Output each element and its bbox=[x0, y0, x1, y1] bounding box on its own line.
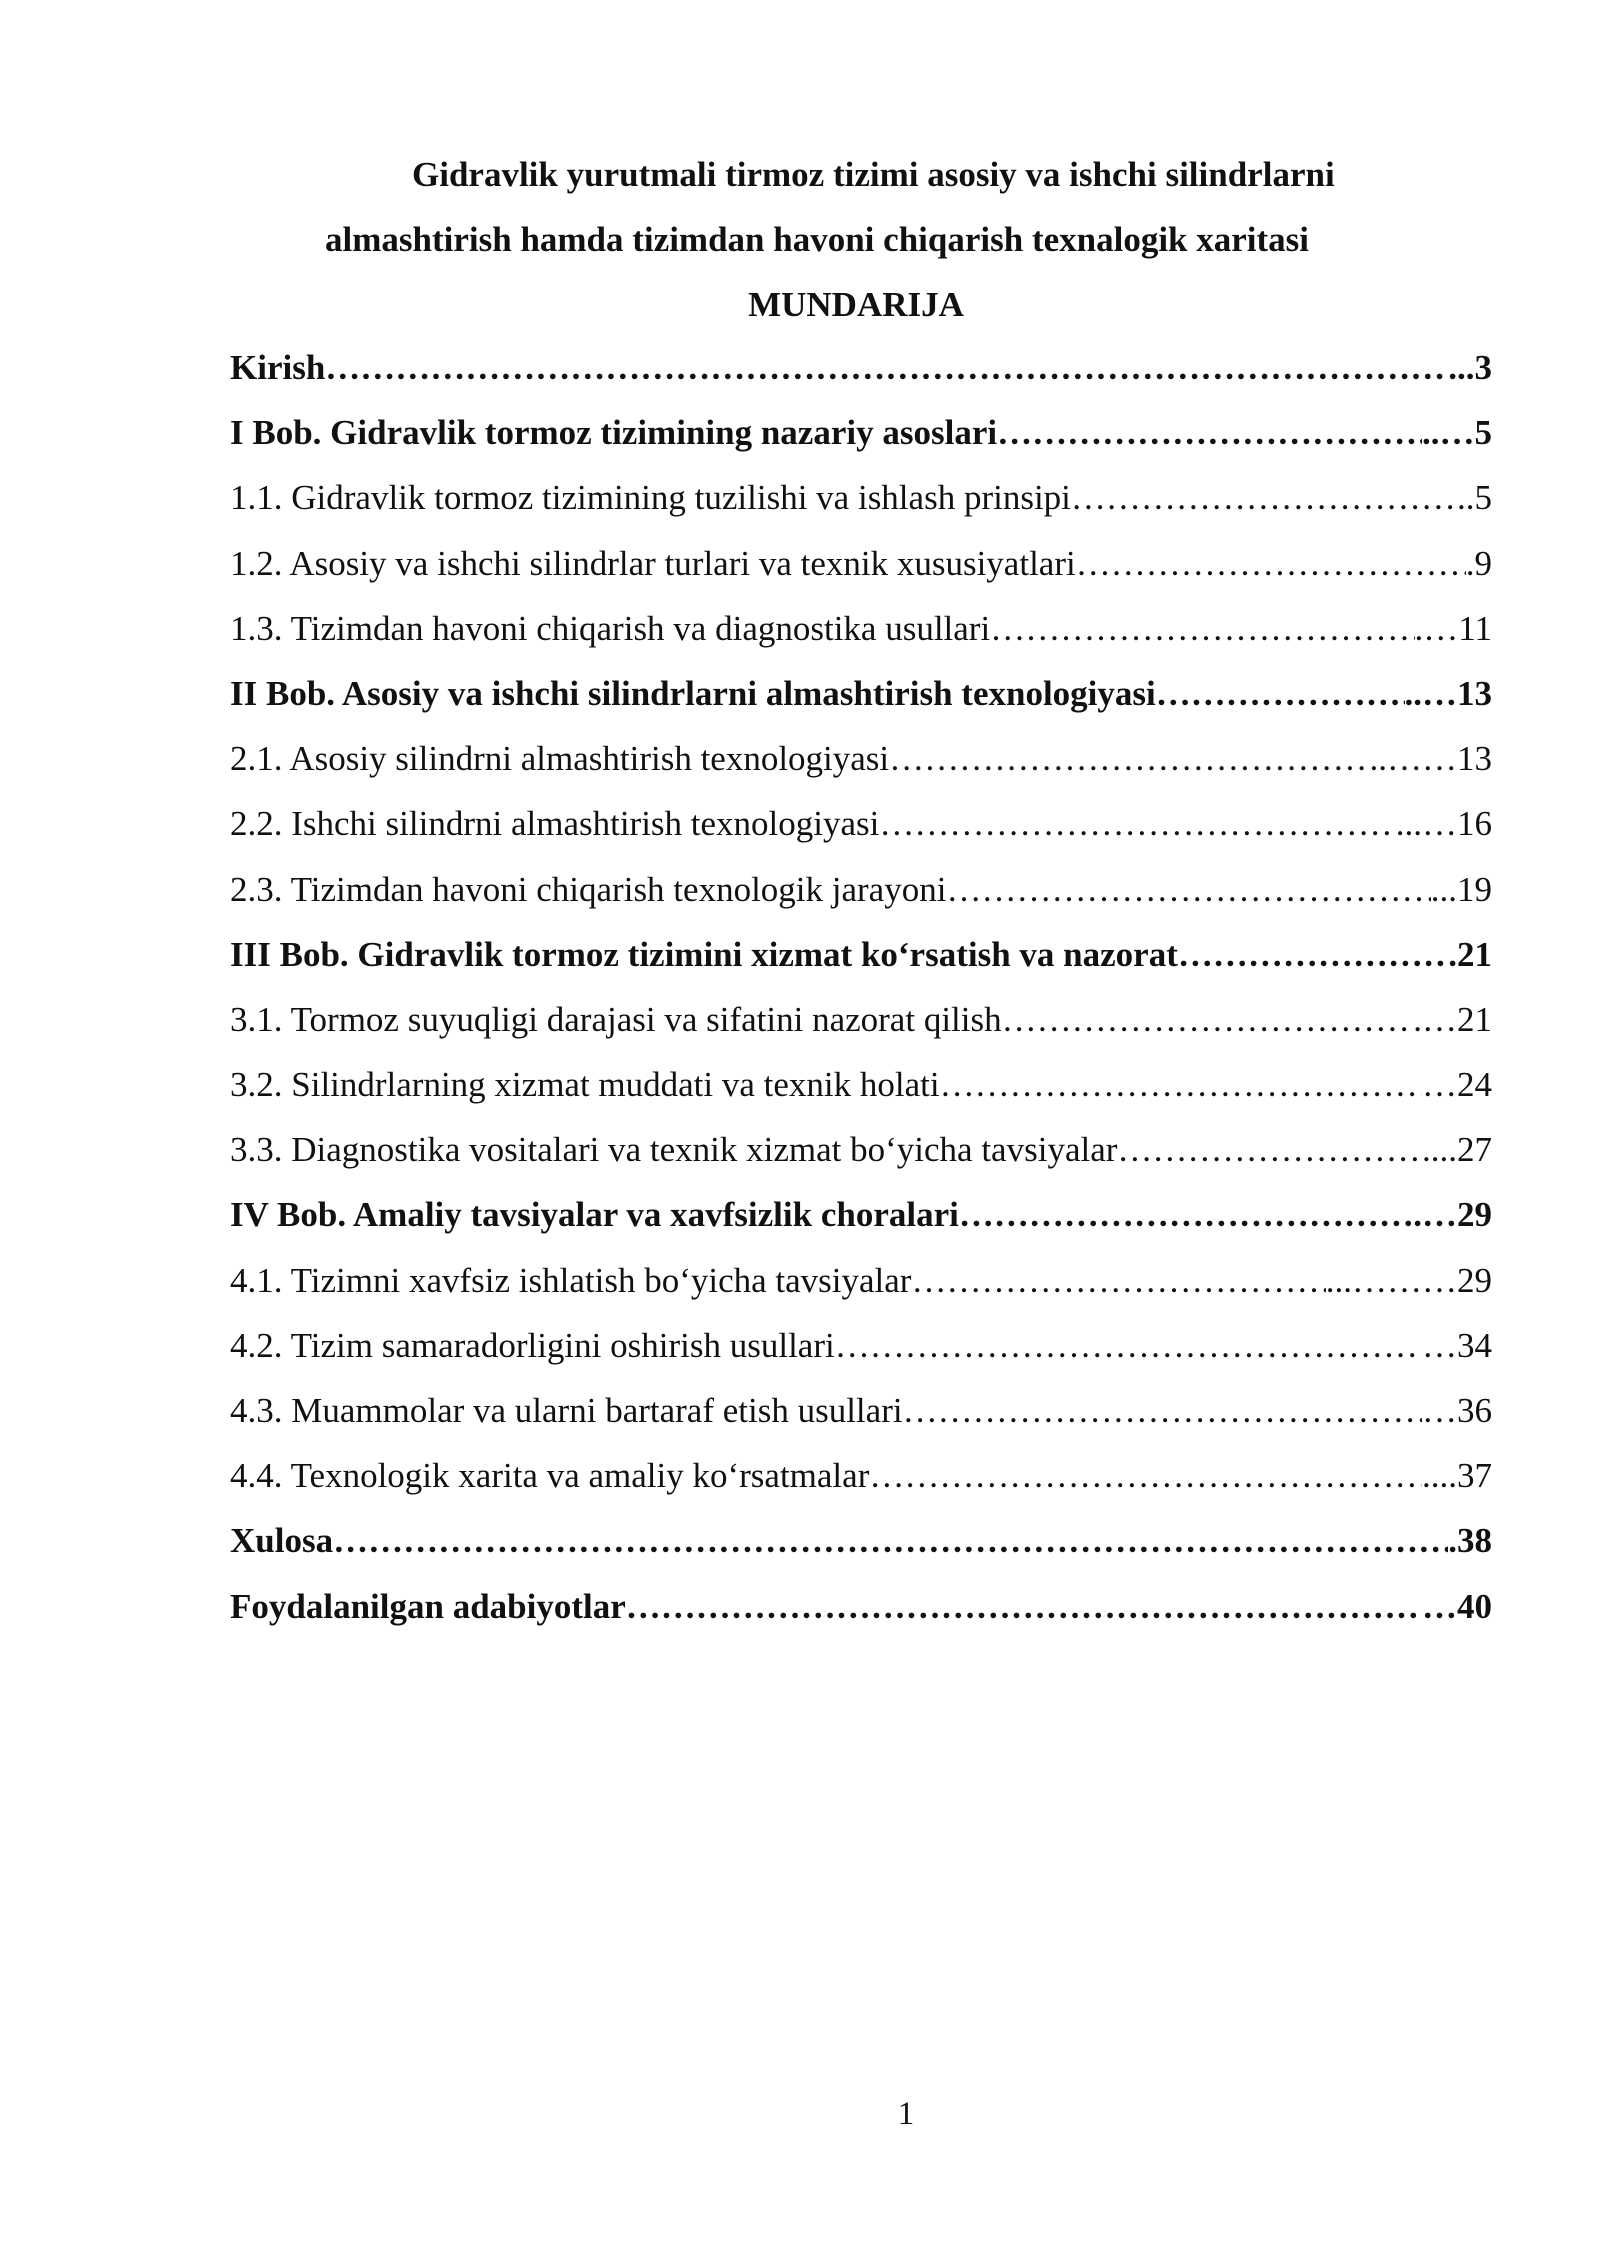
toc-section-entry bbox=[230, 741, 1492, 806]
toc-dot-leader bbox=[1156, 676, 1405, 711]
toc-entry-title: II Bob. Asosiy va ishchi silindrlarni almashtirish texnologiyasi bbox=[230, 675, 1156, 713]
toc-entry-page: ...………29 bbox=[1325, 1262, 1492, 1300]
toc-entry-title: Foydalanilgan adabiyotlar bbox=[230, 1588, 626, 1626]
toc-entry-page: …40 bbox=[1422, 1588, 1492, 1626]
toc-dot-leader bbox=[940, 1067, 1422, 1102]
toc-dot-leader bbox=[997, 415, 1422, 450]
toc-entry-title: 4.4. Texnologik xarita va amaliy ko‘rsatmalar bbox=[230, 1458, 870, 1496]
toc-chapter-entry bbox=[230, 1589, 1492, 1654]
toc-dot-leader bbox=[1117, 1132, 1422, 1167]
contents-heading: MUNDARIJA bbox=[748, 285, 964, 324]
toc-dot-leader bbox=[333, 1523, 1448, 1558]
toc-chapter-entry bbox=[230, 937, 1492, 1002]
toc-entry-title: IV Bob. Amaliy tavsiyalar va xavfsizlik choralari bbox=[230, 1197, 959, 1235]
toc-section-entry bbox=[230, 1458, 1492, 1523]
toc-dot-leader bbox=[1071, 480, 1457, 515]
toc-entry-page: .…11 bbox=[1414, 610, 1492, 648]
toc-entry-title: 1.2. Asosiy va ishchi silindrlar turlari va texnik xususiyatlari bbox=[230, 545, 1076, 583]
toc-dot-leader bbox=[990, 611, 1414, 646]
toc-dot-leader bbox=[869, 1458, 1422, 1493]
toc-entry-title: III Bob. Gidravlik tormoz tizimini xizmat ko‘rsatish va nazorat bbox=[230, 936, 1178, 974]
toc-entry-title: 1.3. Tizimdan havoni chiqarish va diagnostika usullari bbox=[230, 610, 991, 648]
toc-dot-leader bbox=[879, 806, 1395, 841]
toc-entry-title: Xulosa bbox=[230, 1523, 334, 1561]
toc-section-entry bbox=[230, 1132, 1492, 1197]
toc-entry-page: ...19 bbox=[1430, 871, 1492, 909]
toc-dot-leader bbox=[959, 1197, 1413, 1232]
toc-chapter-entry bbox=[230, 1523, 1492, 1588]
toc-entry-page: .38 bbox=[1448, 1523, 1492, 1561]
toc-entry-page: .21 bbox=[1448, 936, 1492, 974]
toc-entry-page: .…21 bbox=[1413, 1001, 1492, 1039]
toc-dot-leader bbox=[911, 1263, 1325, 1298]
toc-section-entry bbox=[230, 480, 1492, 545]
toc-entry-page: ..……13 bbox=[1369, 741, 1492, 779]
toc-entry-title: 4.3. Muammolar va ularni bartaraf etish usullari bbox=[230, 1393, 903, 1430]
toc-entry-title: 2.3. Tizimdan havoni chiqarish texnologik jarayoni bbox=[230, 871, 947, 909]
toc-entry-title: I Bob. Gidravlik tormoz tizimining nazariy asoslari bbox=[230, 415, 998, 453]
toc-chapter-entry bbox=[230, 1197, 1492, 1262]
toc-entry-page: ...…16 bbox=[1395, 806, 1492, 844]
toc-dot-leader bbox=[903, 1393, 1422, 1428]
table-of-contents bbox=[230, 350, 1492, 1654]
toc-entry-title: 1.1. Gidravlik tormoz tizimining tuzilishi va ishlash prinsipi bbox=[230, 480, 1071, 518]
toc-entry-title: 4.1. Tizimni xavfsiz ishlatish bo‘yicha tavsiyalar bbox=[230, 1262, 912, 1300]
toc-entry-page: ...3 bbox=[1448, 350, 1492, 387]
toc-entry-title: 3.3. Diagnostika vositalari va texnik xizmat bo‘yicha tavsiyalar bbox=[230, 1132, 1118, 1170]
toc-section-entry bbox=[230, 1067, 1492, 1132]
document-title-line-2: almashtirish hamda tizimdan havoni chiqarish texnalogik xaritasi bbox=[325, 220, 1310, 259]
document-title-line-1: Gidravlik yurutmali tirmoz tizimi asosiy va ishchi silindrlarni bbox=[412, 155, 1335, 194]
toc-dot-leader bbox=[1178, 937, 1448, 972]
toc-entry-title: Kirish bbox=[230, 350, 326, 387]
page-number: 1 bbox=[897, 2096, 915, 2132]
toc-chapter-entry bbox=[230, 676, 1492, 741]
toc-dot-leader bbox=[946, 872, 1430, 907]
toc-dot-leader bbox=[835, 1328, 1422, 1363]
toc-entry-page: .…29 bbox=[1413, 1197, 1492, 1235]
toc-entry-page: ..…13 bbox=[1404, 675, 1492, 713]
toc-entry-title: 2.2. Ishchi silindrni almashtirish texnologiyasi bbox=[230, 806, 880, 844]
toc-section-entry bbox=[230, 1393, 1492, 1458]
toc-section-entry bbox=[230, 546, 1492, 611]
toc-dot-leader bbox=[1002, 1002, 1414, 1037]
toc-entry-page: …36 bbox=[1422, 1393, 1492, 1430]
toc-entry-page: ....27 bbox=[1422, 1132, 1492, 1170]
toc-section-entry bbox=[230, 611, 1492, 676]
toc-dot-leader bbox=[889, 741, 1369, 776]
toc-entry-page: .9 bbox=[1465, 545, 1492, 583]
toc-entry-page: …34 bbox=[1422, 1327, 1492, 1365]
toc-entry-title: 4.2. Tizim samaradorligini oshirish usullari bbox=[230, 1327, 835, 1365]
toc-section-entry bbox=[230, 1263, 1492, 1328]
toc-section-entry bbox=[230, 1002, 1492, 1067]
toc-section-entry bbox=[230, 806, 1492, 871]
toc-dot-leader bbox=[1076, 546, 1466, 581]
toc-entry-title: 2.1. Asosiy silindrni almashtirish texnologiyasi bbox=[230, 741, 890, 779]
toc-section-entry bbox=[230, 872, 1492, 937]
toc-entry-page: ....37 bbox=[1422, 1458, 1492, 1496]
toc-entry-page: ..…5 bbox=[1422, 415, 1492, 453]
toc-chapter-entry bbox=[230, 415, 1492, 480]
toc-entry-title: 3.1. Tormoz suyuqligi darajasi va sifatini nazorat qilish bbox=[230, 1001, 1002, 1039]
toc-entry-title: 3.2. Silindrlarning xizmat muddati va texnik holati bbox=[230, 1067, 940, 1105]
toc-dot-leader bbox=[626, 1589, 1422, 1624]
toc-dot-leader bbox=[325, 350, 1448, 385]
toc-section-entry bbox=[230, 1328, 1492, 1393]
toc-entry-page: ..5 bbox=[1457, 480, 1492, 518]
toc-entry-page: …24 bbox=[1422, 1067, 1492, 1105]
toc-chapter-entry bbox=[230, 350, 1492, 415]
